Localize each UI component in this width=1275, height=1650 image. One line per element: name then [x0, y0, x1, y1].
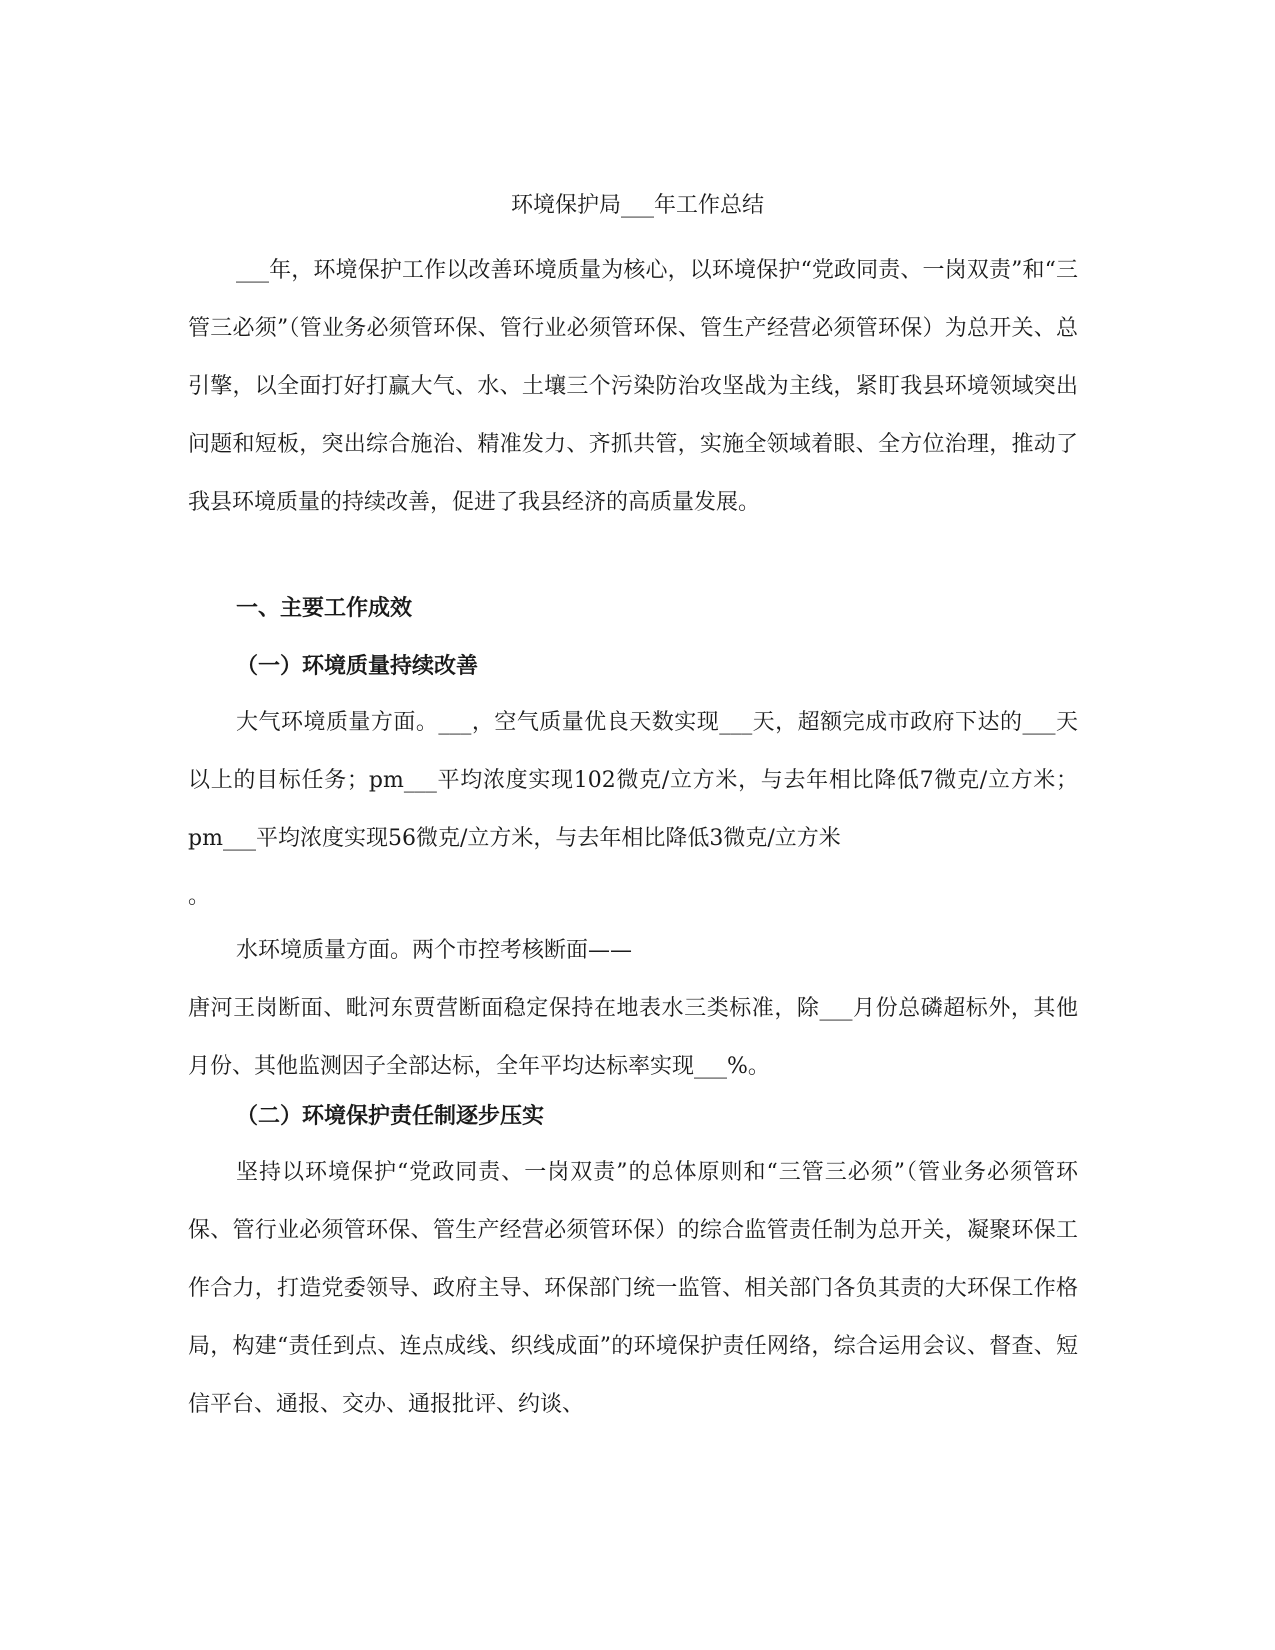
section-heading: 一、主要工作成效 — [236, 595, 413, 621]
subsection-heading-1: （一）环境质量持续改善 — [236, 653, 479, 679]
air-quality-paragraph: 大气环境质量方面。___，空气质量优良天数实现___天，超额完成市政府下达的___天以上的目标任务；pm___平均浓度实现102微克/立方米，与去年相比降低7微克/立方米；pm___平均浓度实现56微克/立方米，与去年相比降低3微克/立方米 — [188, 710, 1078, 851]
water-quality-paragraph: 唐河王岗断面、毗河东贾营断面稳定保持在地表水三类标准，除___月份总磷超标外，其他月份、其他监测因子全部达标，全年平均达标率实现___%。 — [188, 996, 1078, 1079]
subsection-heading-2: （二）环境保护责任制逐步压实 — [236, 1103, 545, 1129]
responsibility-paragraph: 坚持以环境保护“党政同责、一岗双责”的总体原则和“三管三必须”（管业务必须管环保、管行业必须管环保、管生产经营必须管环保）的综合监管责任制为总开关，凝聚环保工作合力，打造党委领导、政府主导、环保部门统一监管、相关部门各负其责的大环保工作格局，构建“责任到点、连点成线、织线成面”的环境保护责任网络，综合运用会议、督查、短信平台、通报、交办、通报批评、约谈、 — [188, 1160, 1078, 1417]
intro-paragraph: ___年，环境保护工作以改善环境质量为核心，以环境保护“党政同责、一岗双责”和“三管三必须”（管业务必须管环保、管行业必须管环保、管生产经营必须管环保）为总开关、总引擎，以全面打好打赢大气、水、土壤三个污染防治攻坚战为主线，紧盯我县环境领域突出问题和短板，突出综合施治、精准发力、齐抓共管，实施全领域着眼、全方位治理，推动了我县环境质量的持续改善，促进了我县经济的高质量发展。 — [188, 258, 1078, 515]
water-quality-paragraph-line1: 水环境质量方面。两个市控考核断面—— — [236, 938, 633, 963]
document-title: 环境保护局___年工作总结 — [510, 193, 764, 218]
air-quality-paragraph-tail: 。 — [188, 884, 211, 909]
